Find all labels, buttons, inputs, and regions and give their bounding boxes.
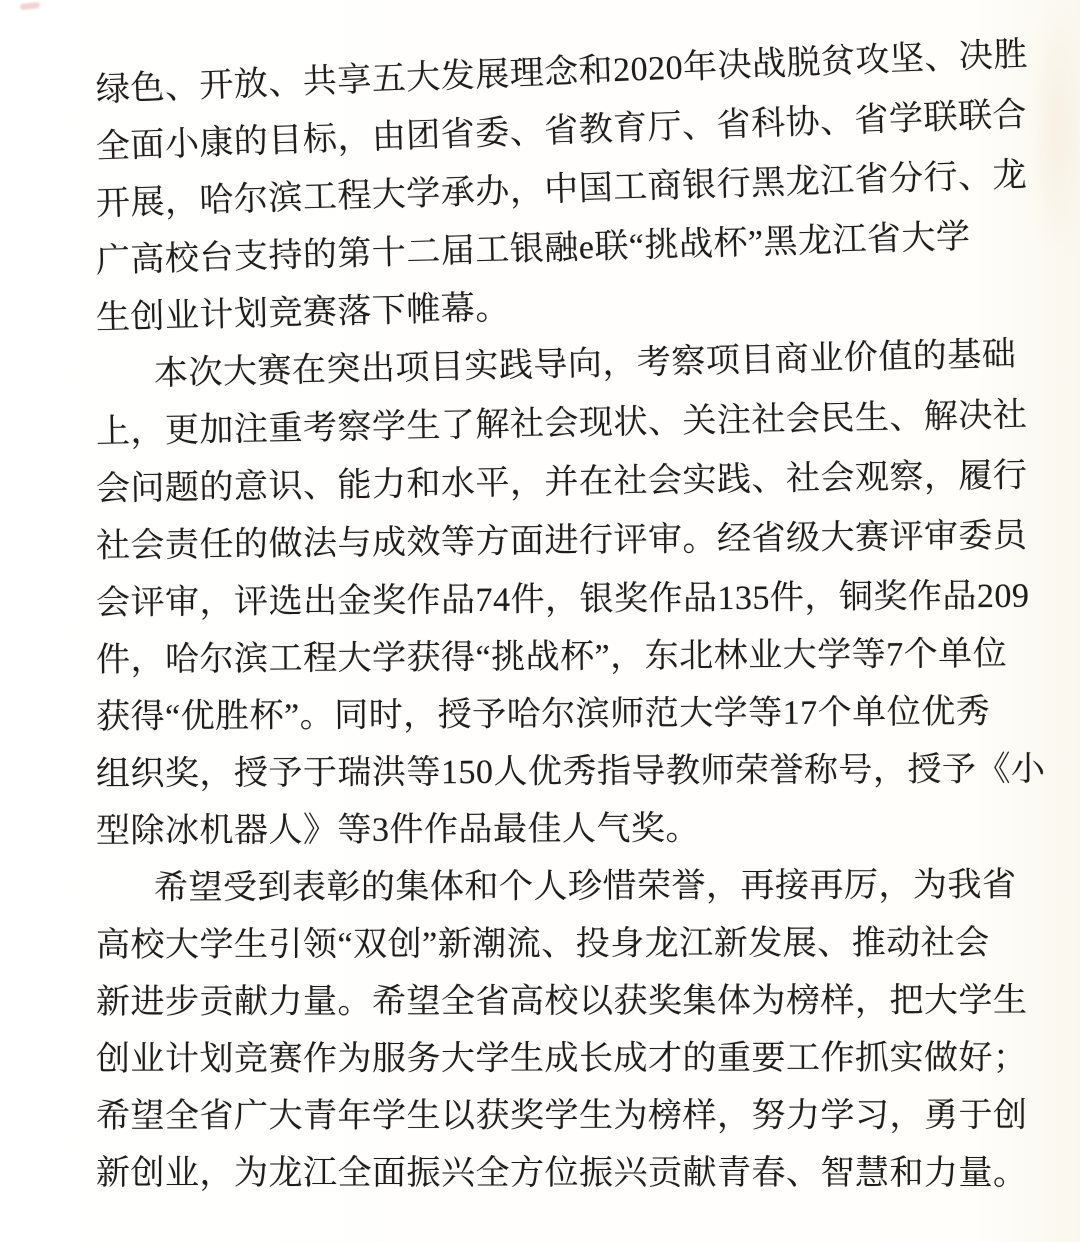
text-line: 全面小康的目标，由团省委、省教育厅、省科协、省学联联合 [95,96,1028,166]
text-line: 新创业，为龙江全面振兴全方位振兴贡献青春、智慧和力量。 [96,1155,1028,1192]
text-line: 开展，哈尔滨工程大学承办，中国工商银行黑龙江省分行、龙 [95,156,1028,223]
text-line: 会问题的意识、能力和水平，并在社会实践、社会观察，履行 [95,457,1028,508]
text-line: 获得“优胜杯”。同时，授予哈尔滨师范大学等17个单位优秀 [95,693,991,736]
text-line: 广高校台支持的第十二届工银融e联“挑战杯”黑龙江省大学 [95,218,971,280]
text-line: 绿色、开放、共享五大发展理念和2020年决战脱贫攻坚、决胜 [95,36,1029,109]
text-line: 生创业计划竞赛落下帷幕。 [95,289,511,337]
text-line: 件，哈尔滨工程大学获得“挑战杯”，东北林业大学等7个单位 [95,635,1008,679]
text-line: 社会责任的做法与成效等方面进行评审。经省级大赛评审委员 [95,517,1028,565]
text-line: 会评审，评选出金奖作品74件，银奖作品135件，铜奖作品209 [95,577,1030,622]
paragraph-3 [95,860,1028,1202]
text-line: 上，更加注重考察学生了解社会现状、关注社会民生、解决社 [95,396,1028,451]
text-line: 希望全省广大青年学生以获奖学生为榜样，努力学习，勇于创 [95,1097,1028,1135]
text-line: 型除冰机器人》等3件作品最佳人气奖。 [95,810,701,850]
paragraph-2 [95,336,1046,860]
text-line: 希望受到表彰的集体和个人珍惜荣誉，再接再厉，为我省 [153,866,1017,907]
paragraph-1 [95,36,1029,347]
text-line: 新进步贡献力量。希望全省高校以获奖集体为榜样，把大学生 [95,982,1028,1021]
text-line: 组织奖，授予于瑞洪等150人优秀指导教师荣誉称号，授予《小 [95,751,1046,793]
text-line: 创业计划竞赛作为服务大学生成长成才的重要工作抓实做好； [95,1039,1028,1078]
text-line: 本次大赛在突出项目实践导向，考察项目商业价值的基础 [153,336,1017,393]
text-line: 高校大学生引领“双创”新潮流、投身龙江新发展、推动社会 [95,924,990,964]
